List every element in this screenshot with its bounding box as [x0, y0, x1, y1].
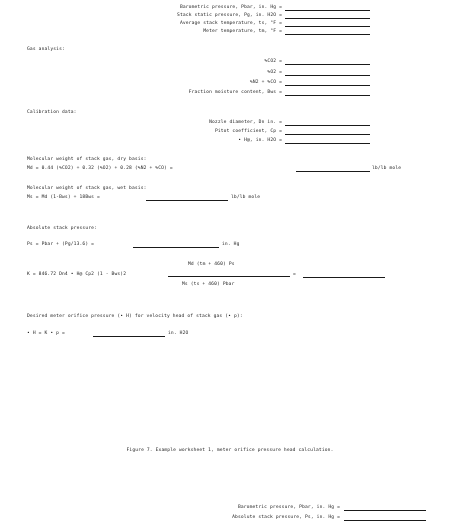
section-title-calibration: Calibration data: [27, 110, 77, 115]
figure-caption: Figure 7. Example worksheet 1, meter orifice pressure head calculation. [126, 448, 334, 453]
unit-abs-pressure: in. Hg [222, 242, 240, 247]
formula-k-lhs: K = 846.72 Dn4 • H@ Cp2 (1 - Bws)2 [27, 272, 127, 277]
field-orifice[interactable] [93, 336, 165, 337]
field-barometric-pressure[interactable] [285, 10, 370, 11]
section-title-mw-dry: Molecular weight of stack gas, dry basis: [27, 157, 147, 162]
section-title-abs-pressure: Absolute stack pressure: [27, 226, 97, 231]
label-footer-abs-stack: Absolute stack pressure, Ps, in. Hg = [232, 515, 340, 520]
fraction-bar-k [168, 276, 290, 277]
field-co2[interactable] [285, 64, 370, 65]
label-o2: %O2 = [267, 70, 282, 75]
label-co2: %CO2 = [264, 59, 282, 64]
label-meter-temperature: Meter temperature, tm, °F = [203, 29, 282, 34]
unit-mw-dry: lb/lb mole [372, 166, 402, 171]
formula-mw-wet: Ms = Md (1-Bws) + 18Bws = [27, 195, 100, 200]
field-n2-co[interactable] [285, 85, 370, 86]
section-title-mw-wet: Molecular weight of stack gas, wet basis: [27, 186, 147, 191]
formula-abs-pressure: Ps = Pbar + (Pg/13.6) = [27, 242, 95, 247]
label-nozzle-diameter: Nozzle diameter, Dn in. = [209, 120, 282, 125]
field-stack-static-pressure[interactable] [285, 18, 370, 19]
formula-orifice: • H = K • p = [27, 331, 65, 336]
field-mw-dry[interactable] [296, 171, 370, 172]
label-pitot-coefficient: Pitot coefficient, Cp = [214, 129, 282, 134]
formula-k-denominator: Ms (ts + 460) Pbar [182, 282, 235, 287]
field-moisture-content[interactable] [285, 95, 370, 96]
section-title-gas-analysis: Gas analysis: [27, 47, 65, 52]
label-stack-static-pressure: Stack static pressure, Pg, in. H2O = [177, 13, 282, 18]
formula-mw-dry: Md = 0.44 (%CO2) + 0.32 (%O2) + 0.28 (%N2 + %CO) = [27, 166, 173, 171]
field-pitot-coefficient[interactable] [285, 134, 370, 135]
formula-k-equals: = [293, 272, 296, 277]
label-n2-co: %N2 + %CO = [249, 80, 282, 85]
field-footer-abs-stack[interactable] [344, 520, 426, 521]
section-title-orifice: Desired meter orifice pressure (• H) for velocity head of stack gas (• p): [27, 314, 243, 319]
label-average-stack-temperature: Average stack temperature, ts, °F = [179, 21, 282, 26]
label-delta-h-at: • H@, in. H2O = [238, 138, 282, 143]
formula-k-numerator: Md (tm + 460) Ps [188, 262, 235, 267]
label-barometric-pressure: Barometric pressure, Pbar, in. Hg = [179, 5, 282, 10]
unit-orifice: in. H2O [168, 331, 189, 336]
field-delta-h-at[interactable] [285, 143, 370, 144]
field-nozzle-diameter[interactable] [285, 125, 370, 126]
label-moisture-content: Fraction moisture content, Bws = [188, 90, 282, 95]
field-k-factor[interactable] [303, 277, 385, 278]
field-average-stack-temperature[interactable] [285, 26, 370, 27]
unit-mw-wet: lb/lb mole [231, 195, 261, 200]
field-o2[interactable] [285, 75, 370, 76]
field-meter-temperature[interactable] [285, 34, 370, 35]
label-footer-barometric: Barometric pressure, Pbar, in. Hg = [237, 505, 340, 510]
field-mw-wet[interactable] [146, 200, 228, 201]
field-footer-barometric[interactable] [344, 510, 426, 511]
field-abs-pressure[interactable] [133, 247, 219, 248]
